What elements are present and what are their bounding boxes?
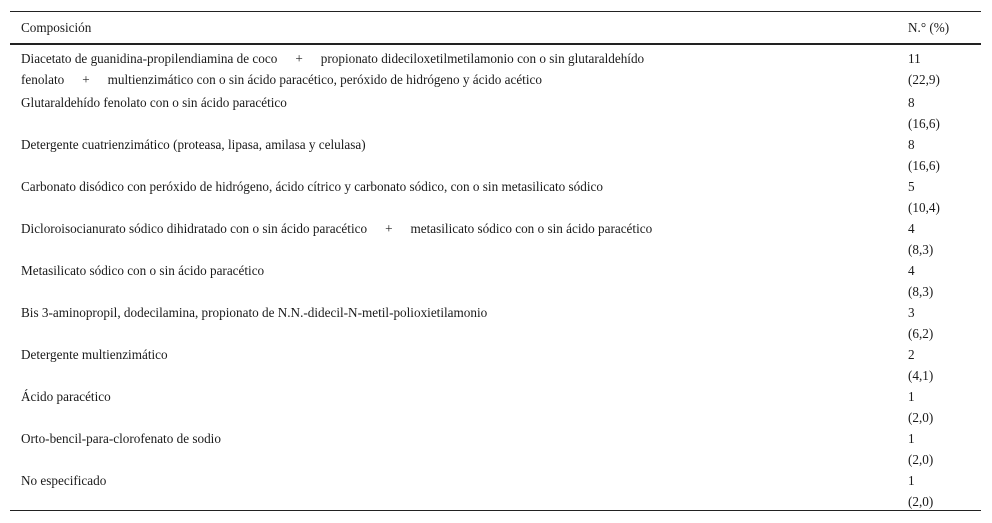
composition-cell: Metasilicato sódico con o sin ácido paracético [21, 263, 265, 278]
composition-cell: Glutaraldehído fenolato con o sin ácido paracético [21, 95, 287, 110]
count-cell: 1 (2,0) [908, 431, 934, 467]
table-row [10, 257, 981, 299]
table-row [10, 173, 981, 215]
count-cell: 1 (2,0) [908, 473, 934, 509]
composition-table [10, 11, 981, 511]
table-row [10, 215, 981, 257]
composition-cell: Detergente cuatrienzimático (proteasa, lipasa, amilasa y celulasa) [21, 137, 366, 152]
composition-cell: Carbonato disódico con peróxido de hidrógeno, ácido cítrico y carbonato sódico, con o sin metasilicato sódico [21, 179, 603, 194]
count-cell: 1 (2,0) [908, 389, 934, 425]
composition-line: fenolato + multienzimático con o sin ácido paracético, peróxido de hidrógeno y ácido acético [21, 72, 542, 87]
table-row [10, 89, 981, 131]
table-row [10, 299, 981, 341]
composition-cell: Orto-bencil-para-clorofenato de sodio [21, 431, 221, 446]
composition-cell: Detergente multienzimático [21, 347, 168, 362]
table-row [10, 45, 981, 89]
composition-cell: No especificado [21, 473, 107, 488]
composition-line: Diacetato de guanidina-propilendiamina de coco + propionato dideciloxetilmetilamonio con o sin glutaraldehído [21, 51, 645, 66]
count-cell: 4 (8,3) [908, 263, 934, 299]
count-cell: 4 (8,3) [908, 221, 934, 257]
count-cell: 11 (22,9) [908, 51, 940, 87]
table-row [10, 383, 981, 425]
header-count: N.° (%) [908, 20, 950, 35]
table-row [10, 467, 981, 510]
table-row [10, 341, 981, 383]
composition-cell: Ácido paracético [21, 389, 111, 404]
count-cell: 8 (16,6) [908, 137, 940, 173]
count-cell: 5 (10,4) [908, 179, 940, 215]
count-cell: 2 (4,1) [908, 347, 934, 383]
composition-cell: Bis 3-aminopropil, dodecilamina, propionato de N.N.-didecil-N-metil-polioxietilamonio [21, 305, 488, 320]
count-cell: 8 (16,6) [908, 95, 940, 131]
header-composition: Composición [21, 20, 92, 35]
count-cell: 3 (6,2) [908, 305, 934, 341]
table-header [10, 12, 981, 45]
table-row [10, 425, 981, 467]
table-row [10, 131, 981, 173]
composition-cell [21, 48, 644, 90]
composition-cell: Dicloroisocianurato sódico dihidratado con o sin ácido paracético + metasilicato sódico con o sin ácido paracético [21, 221, 653, 236]
